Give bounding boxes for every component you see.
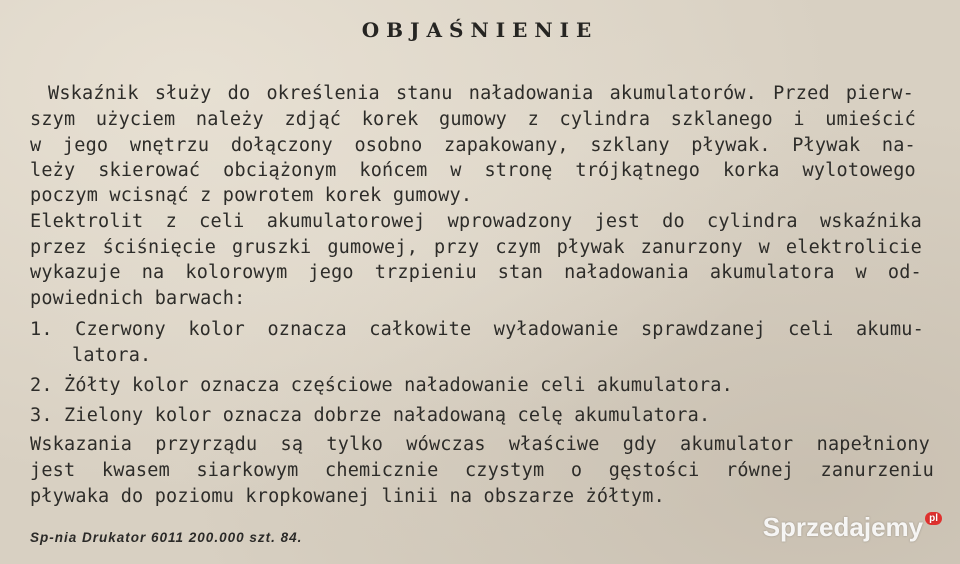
text-line: pływaka do poziomu kropkowanej linii na obszarze żółtym.	[30, 486, 665, 507]
text-line: powiednich barwach:	[30, 288, 246, 309]
list-item-1-cont: latora.	[72, 345, 152, 366]
text-line: jest kwasem siarkowym chemicznie czystym o gęstości równej zanurzeniu	[30, 460, 934, 481]
text-line: Wskazania przyrządu są tylko wówczas właściwe gdy akumulator napełniony	[30, 434, 930, 455]
text-line: szym użyciem należy zdjąć korek gumowy z cylindra szklanego i umieścić	[30, 109, 916, 130]
watermark-logo	[763, 512, 942, 543]
list-item-1: 1. Czerwony kolor oznacza całkowite wyładowanie sprawdzanej celi akumu-	[30, 319, 924, 340]
watermark-text: Sprzedajemy	[762, 512, 924, 542]
text-line: poczym wcisnąć z powrotem korek gumowy.	[30, 185, 473, 206]
text-line: leży skierować obciążonym końcem w stronę trójkątnego korka wylotowego	[30, 160, 916, 181]
watermark-badge: pl	[925, 512, 942, 525]
text-line: przez ściśnięcie gruszki gumowej, przy czym pływak zanurzony w elektrolicie	[30, 237, 922, 258]
list-item-3: 3. Zielony kolor oznacza dobrze naładowaną celę akumulatora.	[30, 405, 711, 426]
list-item-2: 2. Żółty kolor oznacza częściowe naładowanie celi akumulatora.	[30, 375, 733, 396]
text-line: Wskaźnik służy do określenia stanu naładowania akumulatorów. Przed pierw-	[48, 83, 914, 104]
document-title: OBJAŚNIENIE	[361, 18, 599, 42]
printer-footer: Sp-nia Drukator 6011 200.000 szt. 84.	[30, 530, 303, 545]
text-line: w jego wnętrzu dołączony osobno zapakowany, szklany pływak. Pływak na-	[30, 135, 916, 156]
text-line: Elektrolit z celi akumulatorowej wprowadzony jest do cylindra wskaźnika	[30, 211, 922, 232]
text-line: wykazuje na kolorowym jego trzpieniu stan naładowania akumulatora w od-	[30, 262, 922, 283]
